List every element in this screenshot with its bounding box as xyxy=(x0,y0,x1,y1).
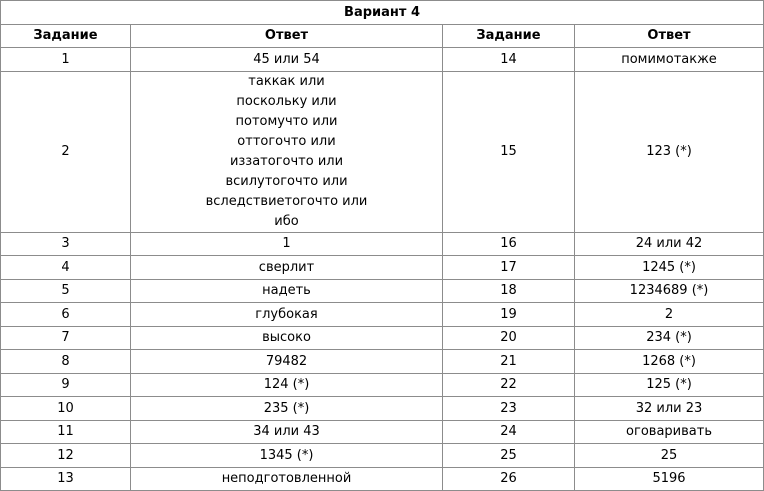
task-number-right: 16 xyxy=(443,232,575,256)
table-row xyxy=(1,373,764,397)
answer-line: глубокая xyxy=(255,306,318,322)
table-row xyxy=(1,420,764,444)
table-row xyxy=(1,232,764,256)
header-answer-left: Ответ xyxy=(131,24,443,48)
answer-line: неподготовленной xyxy=(221,471,352,487)
table-row xyxy=(1,256,764,280)
table-row xyxy=(1,397,764,421)
answer-line: потомучто или xyxy=(235,113,338,129)
table-row xyxy=(1,48,764,72)
title-row xyxy=(1,1,764,25)
task-number-left: 12 xyxy=(1,444,131,468)
answer-right: оговаривать xyxy=(575,420,764,444)
task-number-right: 23 xyxy=(443,397,575,421)
task-number-left: 7 xyxy=(1,326,131,350)
task-number-right: 20 xyxy=(443,326,575,350)
answer-line: ибо xyxy=(274,213,299,229)
header-row xyxy=(1,24,764,48)
answer-line: всилутогочто или xyxy=(225,173,348,189)
task-number-right: 26 xyxy=(443,467,575,491)
answer-line: 45 или 54 xyxy=(253,51,320,67)
task-number-left: 8 xyxy=(1,350,131,374)
task-number-left: 11 xyxy=(1,420,131,444)
table-title: Вариант 4 xyxy=(1,1,764,25)
answer-line: оттогочто или xyxy=(237,133,336,149)
task-number-left: 3 xyxy=(1,232,131,256)
task-number-left: 2 xyxy=(1,71,131,232)
table-row xyxy=(1,71,764,232)
answer-left xyxy=(131,256,443,280)
answer-line: 124 (*) xyxy=(263,377,310,393)
answer-left xyxy=(131,303,443,327)
table-row xyxy=(1,326,764,350)
task-number-right: 25 xyxy=(443,444,575,468)
answer-right: 1268 (*) xyxy=(575,350,764,374)
answer-line: надеть xyxy=(262,283,311,299)
answer-line: поскольку или xyxy=(236,93,337,109)
answer-line: высоко xyxy=(262,330,311,346)
answer-line: иззатогочто или xyxy=(229,153,344,169)
answer-line: 34 или 43 xyxy=(253,424,320,440)
task-number-right: 24 xyxy=(443,420,575,444)
task-number-left: 4 xyxy=(1,256,131,280)
answer-line: 1 xyxy=(282,236,291,252)
answer-right: 234 (*) xyxy=(575,326,764,350)
answer-line: таккак или xyxy=(248,73,325,89)
answer-right: 5196 xyxy=(575,467,764,491)
task-number-right: 21 xyxy=(443,350,575,374)
answer-left xyxy=(131,232,443,256)
answer-right: 25 xyxy=(575,444,764,468)
answer-left xyxy=(131,350,443,374)
answer-right: 24 или 42 xyxy=(575,232,764,256)
header-answer-right: Ответ xyxy=(575,24,764,48)
header-task-right: Задание xyxy=(443,24,575,48)
task-number-right: 15 xyxy=(443,71,575,232)
answer-line: 79482 xyxy=(265,353,308,369)
table-row xyxy=(1,350,764,374)
answer-left xyxy=(131,279,443,303)
table-body xyxy=(1,48,764,491)
answer-line: вследствиетогочто или xyxy=(205,193,368,209)
task-number-right: 14 xyxy=(443,48,575,72)
answer-left xyxy=(131,420,443,444)
answer-line: 1345 (*) xyxy=(259,447,314,463)
task-number-left: 6 xyxy=(1,303,131,327)
task-number-left: 1 xyxy=(1,48,131,72)
task-number-right: 18 xyxy=(443,279,575,303)
answer-left xyxy=(131,373,443,397)
answer-line: сверлит xyxy=(258,259,315,275)
answer-left xyxy=(131,444,443,468)
answer-right: 123 (*) xyxy=(575,71,764,232)
answer-left xyxy=(131,326,443,350)
answer-left xyxy=(131,397,443,421)
answer-left xyxy=(131,71,443,232)
answer-line: 235 (*) xyxy=(263,400,310,416)
answer-right: 2 xyxy=(575,303,764,327)
answer-left xyxy=(131,48,443,72)
answer-right: 32 или 23 xyxy=(575,397,764,421)
answer-right: помимотакже xyxy=(575,48,764,72)
task-number-right: 19 xyxy=(443,303,575,327)
table-row xyxy=(1,303,764,327)
answer-right: 125 (*) xyxy=(575,373,764,397)
task-number-right: 17 xyxy=(443,256,575,280)
task-number-left: 10 xyxy=(1,397,131,421)
header-task-left: Задание xyxy=(1,24,131,48)
task-number-left: 9 xyxy=(1,373,131,397)
task-number-left: 5 xyxy=(1,279,131,303)
task-number-right: 22 xyxy=(443,373,575,397)
answer-right: 1245 (*) xyxy=(575,256,764,280)
table-row xyxy=(1,444,764,468)
task-number-left: 13 xyxy=(1,467,131,491)
answer-right: 1234689 (*) xyxy=(575,279,764,303)
table-row xyxy=(1,279,764,303)
